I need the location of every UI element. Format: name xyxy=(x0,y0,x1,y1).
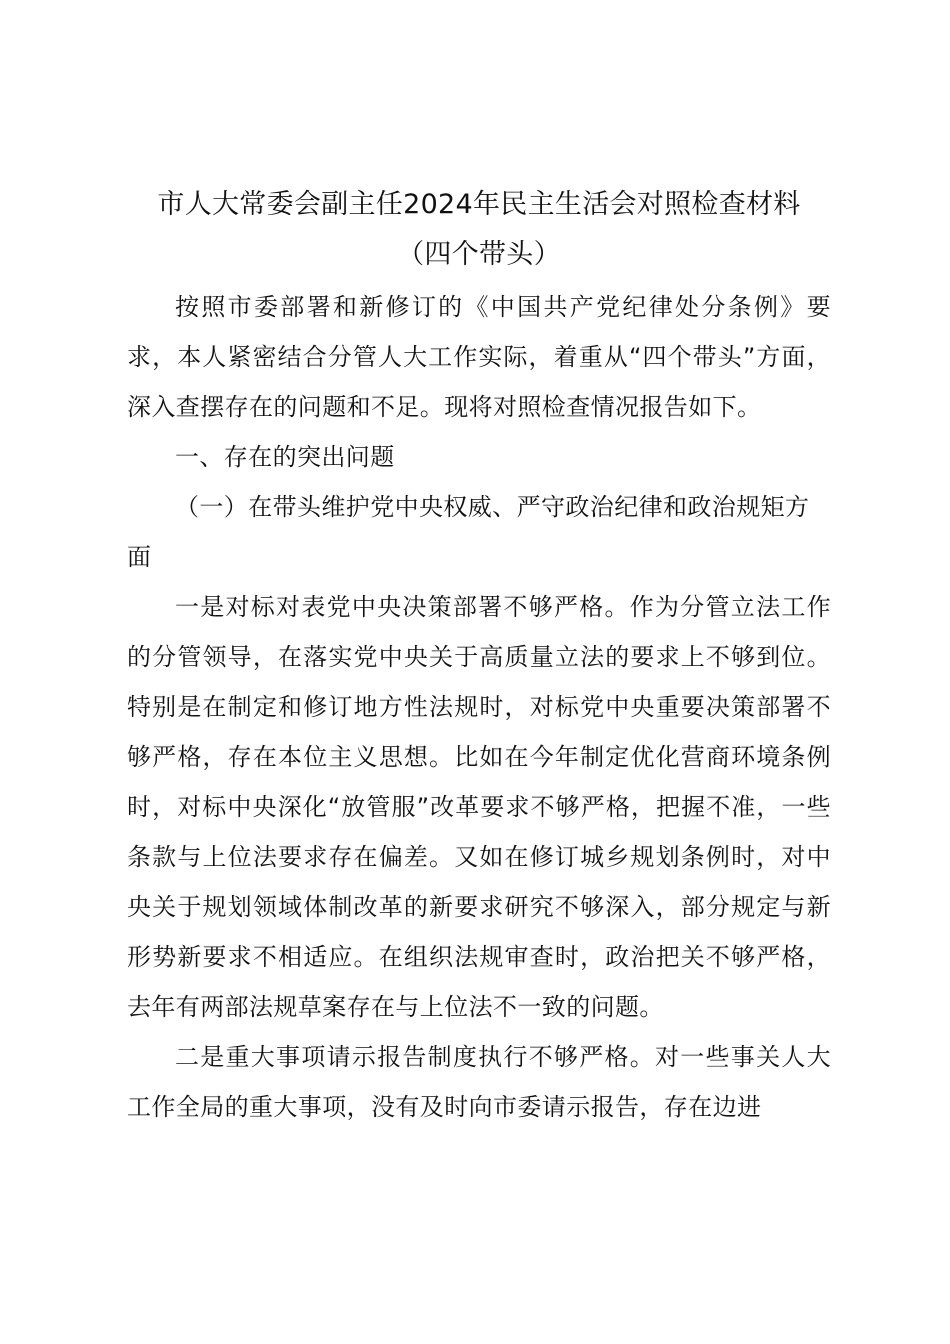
document-title: 市人大常委会副主任2024年民主生活会对照检查材料 xyxy=(157,189,801,220)
document-body xyxy=(127,282,831,1132)
document-subtitle: （四个带头） xyxy=(397,239,561,270)
intro-paragraph: 按照市委部署和新修订的《中国共产党纪律处分条例》要求，本人紧密结合分管人大工作实际，着重从“四个带头”方面，深入查摆存在的问题和不足。现将对照检查情况报告如下。 xyxy=(127,293,831,421)
issue-paragraph-2: 二是重大事项请示报告制度执行不够严格。对一些事关人大工作全局的重大事项，没有及时向市委请示报告，存在边进 xyxy=(127,1043,831,1121)
title-block xyxy=(120,180,838,280)
section-heading: 一、存在的突出问题 xyxy=(175,443,395,471)
subsection-heading: （一）在带头维护党中央权威、严守政治纪律和政治规矩方面 xyxy=(127,493,810,571)
issue-paragraph-1: 一是对标对表党中央决策部署不够严格。作为分管立法工作的分管领导，在落实党中央关于高质量立法的要求上不够到位。特别是在制定和修订地方性法规时，对标党中央重要决策部署不够严格，存在本位主义思想。比如在今年制定优化营商环境条例时，对标中央深化“放管服”改革要求不够严格，把握不准，一些条款与上位法要求存在偏差。又如在修订城乡规划条例时，对中央关于规划领域体制改革的新要求研究不够深入，部分规定与新形势新要求不相适应。在组织法规审查时，政治把关不够严格，去年有两部法规草案存在与上位法不一致的问题。 xyxy=(127,593,831,1021)
